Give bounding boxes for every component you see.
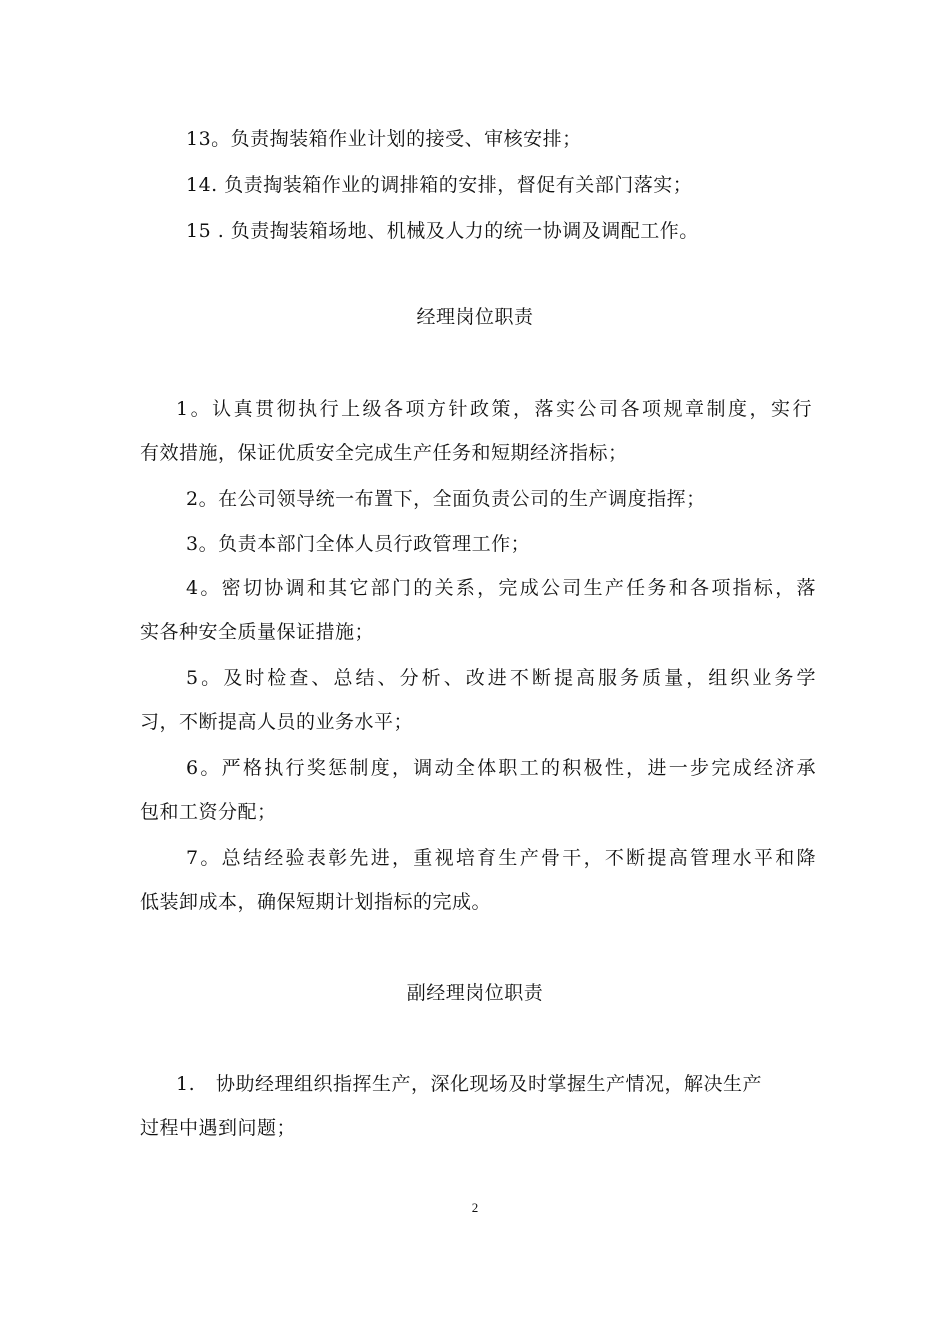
section-title: 经理岗位职责 — [416, 306, 534, 328]
paragraph-line: 实各种安全质量保证措施； — [140, 621, 375, 643]
paragraph-line: 包和工资分配； — [140, 801, 277, 823]
page-number: 2 — [471, 1200, 479, 1215]
list-number: 1. — [176, 1073, 196, 1095]
paragraph-line: 5。及时检查、总结、分析、改进不断提高服务质量，组织业务学 — [186, 667, 819, 689]
paragraph-line: 1。认真贯彻执行上级各项方针政策，落实公司各项规章制度，实行 — [176, 398, 814, 420]
paragraph-line: 2。在公司领导统一布置下，全面负责公司的生产调度指挥； — [186, 488, 706, 510]
paragraph-line: 过程中遇到问题； — [140, 1117, 297, 1139]
paragraph-line: 习，不断提高人员的业务水平； — [140, 711, 414, 733]
paragraph-line: 协助经理组织指挥生产，深化现场及时掌握生产情况，解决生产 — [216, 1073, 763, 1095]
paragraph-line: 4。密切协调和其它部门的关系，完成公司生产任务和各项指标，落 — [186, 577, 818, 599]
paragraph-line: 有效措施，保证优质安全完成生产任务和短期经济指标； — [140, 442, 628, 464]
paragraph-line: 6。严格执行奖惩制度，调动全体职工的积极性，进一步完成经济承 — [186, 757, 818, 779]
paragraph-line: 15 . 负责掏装箱场地、机械及人力的统一协调及调配工作。 — [186, 220, 699, 242]
paragraph-line: 3。负责本部门全体人员行政管理工作； — [186, 533, 531, 555]
section-title: 副经理岗位职责 — [406, 982, 544, 1004]
paragraph-line: 13。负责掏装箱作业计划的接受、审核安排； — [186, 128, 582, 150]
paragraph-line: 7。总结经验表彰先进，重视培育生产骨干，不断提高管理水平和降 — [186, 847, 818, 869]
paragraph-line: 低装卸成本，确保短期计划指标的完成。 — [140, 891, 492, 913]
paragraph-line: 14. 负责掏装箱作业的调排箱的安排，督促有关部门落实； — [186, 174, 693, 196]
